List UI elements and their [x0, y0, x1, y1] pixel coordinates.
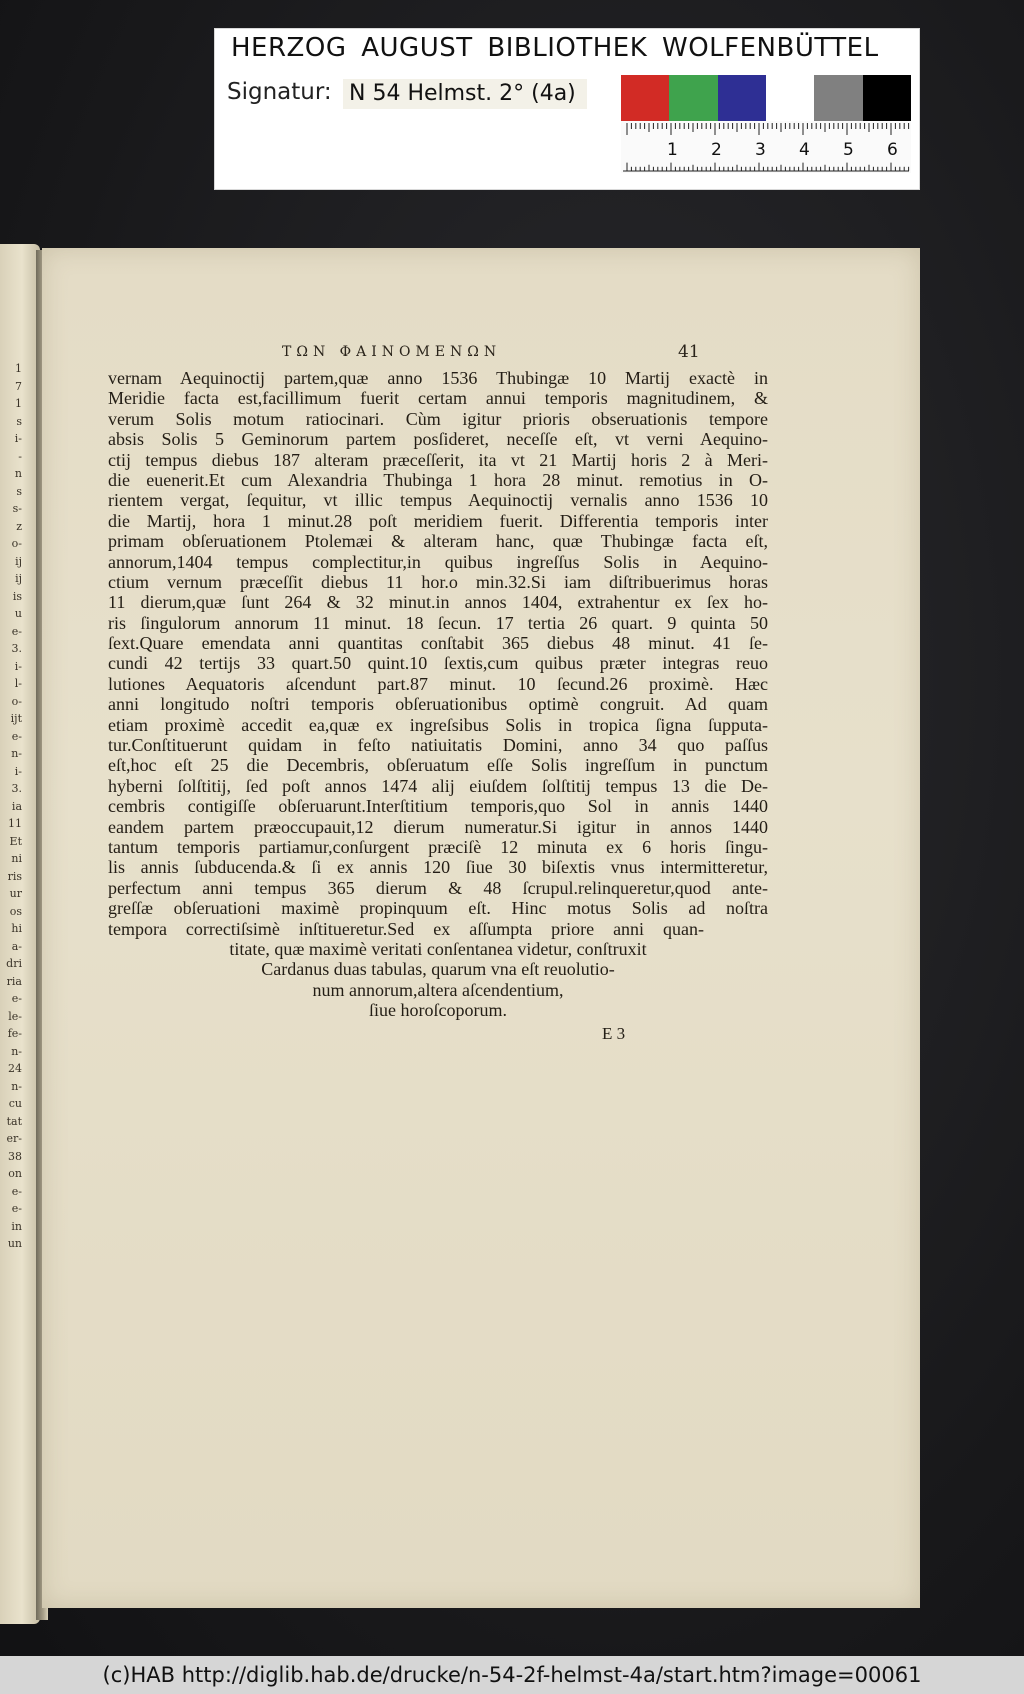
margin-fragment: e-: [11, 992, 22, 1005]
ruler-number: 5: [843, 140, 854, 160]
margin-fragment: e-: [11, 1184, 22, 1198]
signature-mark: E 3: [602, 1024, 626, 1043]
margin-fragment: le-: [8, 1009, 22, 1023]
margin-fragment: ris: [7, 869, 22, 883]
text-line: annorum,1404 tempus complectitur,in quibus ingreſſus Solis in Aequino-: [108, 551, 768, 572]
margin-fragment: 3.: [11, 642, 22, 655]
color-swatch: [718, 75, 766, 121]
margin-fragment: 38: [8, 1149, 22, 1163]
signature-value: N 54 Helmst. 2° (4a): [343, 79, 587, 109]
text-line: lis annis ſubducenda.& ſi ex annis 120 ſiue 30 biſextis vnus intermitteretur,: [108, 857, 768, 878]
color-swatch: [863, 75, 911, 121]
margin-fragment: er-: [6, 1132, 22, 1145]
margin-fragment: in: [11, 1219, 22, 1233]
signature-label: Signatur:: [227, 79, 332, 105]
copyright-footer: (c)HAB http://diglib.hab.de/drucke/n-54-2f-helmst-4a/start.htm?image=00061: [0, 1656, 1024, 1694]
color-target-card: [214, 28, 920, 190]
margin-fragment: 7: [15, 379, 22, 393]
margin-fragment: s: [16, 484, 22, 498]
margin-fragment: n-: [11, 747, 22, 760]
body-text: [108, 368, 768, 1021]
margin-fragment: n-: [11, 1044, 22, 1058]
margin-fragment: ni: [11, 852, 22, 865]
margin-fragment: 1: [15, 397, 22, 410]
margin-fragment: l-: [14, 677, 22, 690]
margin-fragment: hi: [11, 922, 22, 935]
margin-fragment: ur: [9, 887, 22, 900]
text-line: Meridie facta est,facillimum fuerit certam annui temporis magnitudinem, &: [108, 388, 768, 409]
margin-fragment: o-: [11, 537, 22, 550]
text-line: eſt,hoc eſt 25 die Decembris, obſeruatum eſſe Solis ingreſſum in punctum: [108, 755, 768, 776]
text-line: die euenerit.Et cum Alexandria Thubinga 1 hora 28 minut. remotius in O-: [108, 469, 768, 490]
margin-fragment: is: [12, 589, 22, 603]
margin-fragment: 3.: [11, 782, 22, 795]
text-line: eandem partem præoccupauit,12 dierum numeratur.Si igitur in annos 1440: [108, 816, 768, 837]
margin-fragment: n-: [11, 1079, 22, 1093]
text-line: ctium vernum præceſſit diebus 11 hor.o min.32.Si iam diſtribuerimus horas: [108, 571, 768, 592]
text-line: cembris contigiſſe obſeruarunt.Interſtitium temporis,quo Sol in annis 1440: [108, 796, 768, 817]
margin-fragment: z: [16, 519, 22, 533]
text-line: ſext.Quare emendata anni quantitas conſtabit 365 diebus 48 minut. 41 ſe-: [108, 633, 768, 654]
margin-fragment: 24: [8, 1062, 22, 1075]
margin-fragment: s-: [12, 502, 22, 515]
margin-fragment: u: [14, 607, 22, 620]
text-line: greſſæ obſeruationi maximè propinquum eſt. Hinc motus Solis ad noſtra: [108, 898, 768, 919]
margin-fragment: cu: [8, 1097, 22, 1110]
color-swatch: [814, 75, 862, 121]
margin-fragment: -: [18, 449, 22, 463]
text-line: anni longitudo noſtri temporis obſeruationibus optimè congruit. Ad quam: [108, 694, 768, 715]
book-page: [42, 248, 920, 1608]
scale-ruler: [621, 121, 911, 173]
margin-fragment: s: [16, 414, 22, 428]
margin-fragment: i-: [14, 764, 22, 778]
text-line: primam obſeruationem Ptolemæi & alteram hanc, quæ Thubingæ facta eſt,: [108, 531, 768, 552]
ruler-number: 2: [711, 140, 722, 160]
margin-fragment: ijt: [10, 712, 22, 725]
closing-paragraph: [108, 919, 768, 1021]
text-line: Cardanus duas tabulas, quarum vna eſt reuolutio-: [261, 959, 615, 980]
margin-fragment: i-: [14, 432, 22, 445]
margin-fragment: i-: [14, 659, 22, 673]
margin-fragment: o-: [11, 694, 22, 708]
text-line: absis Solis 5 Geminorum partem posſideret, neceſſe eſt, vt verni Aequino-: [108, 429, 768, 450]
ruler-number: 4: [799, 140, 810, 160]
margin-fragment: 1: [15, 362, 22, 375]
text-line: hyberni ſolſtitij, ſed poſt annos 1474 alij eiuſdem ſolſtitij tempus 13 die De-: [108, 775, 768, 796]
library-name: HERZOG AUGUST BIBLIOTHEK WOLFENBÜTTEL: [231, 33, 879, 63]
page-number: 41: [678, 342, 700, 362]
margin-fragment: on: [8, 1167, 22, 1180]
margin-fragment: e-: [11, 624, 22, 638]
text-line: vernam Aequinoctij partem,quæ anno 1536 Thubingæ 10 Martij exactè in: [108, 368, 768, 388]
text-line: ctij tempus diebus 187 alteram præceſſerit, ita vt 21 Martij horis 2 à Meri-: [108, 449, 768, 470]
color-swatches: [621, 75, 911, 121]
margin-fragment: ria: [6, 974, 22, 988]
text-line: rientem vergat, ſequitur, vt illic tempus Aequinoctij vernalis anno 1536 10: [108, 490, 768, 511]
margin-fragment: ia: [11, 799, 22, 813]
text-line: tantum temporis partiamur,conſurgent præciſè 12 minuta ex 6 horis ſingu-: [108, 836, 768, 857]
margin-fragment: a-: [11, 939, 22, 953]
text-line: verum Solis motum ratiocinari. Cùm igitur prioris obseruationis tempore: [108, 408, 768, 429]
ruler-number: 6: [887, 140, 898, 160]
text-line: ris ſingulorum annorum 11 minut. 18 ſecun. 17 tertia 26 quart. 9 quinta 50: [108, 612, 768, 633]
margin-fragment: un: [7, 1237, 22, 1250]
text-line: etiam proximè accedit ea,quæ ex ingreſsibus Solis in tropica ſigna ſupputa-: [108, 714, 768, 735]
color-swatch: [669, 75, 717, 121]
margin-fragment: Et: [9, 834, 22, 848]
color-swatch: [766, 75, 814, 121]
margin-fragment: fe-: [7, 1027, 22, 1040]
text-line: num annorum,altera aſcendentium,: [312, 979, 564, 1000]
margin-fragment: dri: [6, 957, 22, 970]
margin-fragment: e-: [11, 1202, 22, 1215]
color-swatch: [621, 75, 669, 121]
ruler-number: 3: [755, 140, 766, 160]
running-head: ΤΩΝ ΦΑΙΝΟΜΕΝΩΝ: [282, 344, 502, 360]
text-line: tur.Conſtituerunt quidam in feſto natiuitatis Domini, anno 34 quo paſſus: [108, 735, 768, 756]
text-line: ſiue horoſcoporum.: [369, 1000, 507, 1021]
margin-fragment: ij: [15, 572, 22, 585]
margin-fragment: 11: [8, 817, 22, 830]
text-line: titate, quæ maximè veritati conſentanea videtur, conſtruxit: [229, 938, 647, 959]
margin-fragment: os: [9, 904, 22, 918]
text-line: perfectum anni tempus 365 dierum & 48 ſcrupul.relinqueretur,quod ante-: [108, 877, 768, 898]
margin-fragment: ij: [15, 554, 22, 568]
left-page-margin-text: [0, 360, 22, 1253]
ruler-number: 1: [667, 140, 678, 160]
text-line: cundi 42 tertijs 33 quart.50 quint.10 ſextis,cum quibus præter integras reuo: [108, 653, 768, 674]
margin-fragment: tat: [6, 1114, 22, 1128]
text-line: die Martij, hora 1 minut.28 poſt meridiem fuerit. Differentia temporis inter: [108, 510, 768, 531]
margin-fragment: n: [14, 467, 22, 480]
text-line: 11 dierum,quæ ſunt 264 & 32 minut.in annos 1404, extrahentur ex ſex ho-: [108, 592, 768, 613]
text-line: tempora correctiſsimè inſtitueretur.Sed ex aſſumpta priore anni quan-: [108, 918, 704, 939]
margin-fragment: e-: [11, 729, 22, 743]
text-line: lutiones Aequatoris aſcendunt part.87 minut. 10 ſecund.26 proximè. Hæc: [108, 673, 768, 694]
